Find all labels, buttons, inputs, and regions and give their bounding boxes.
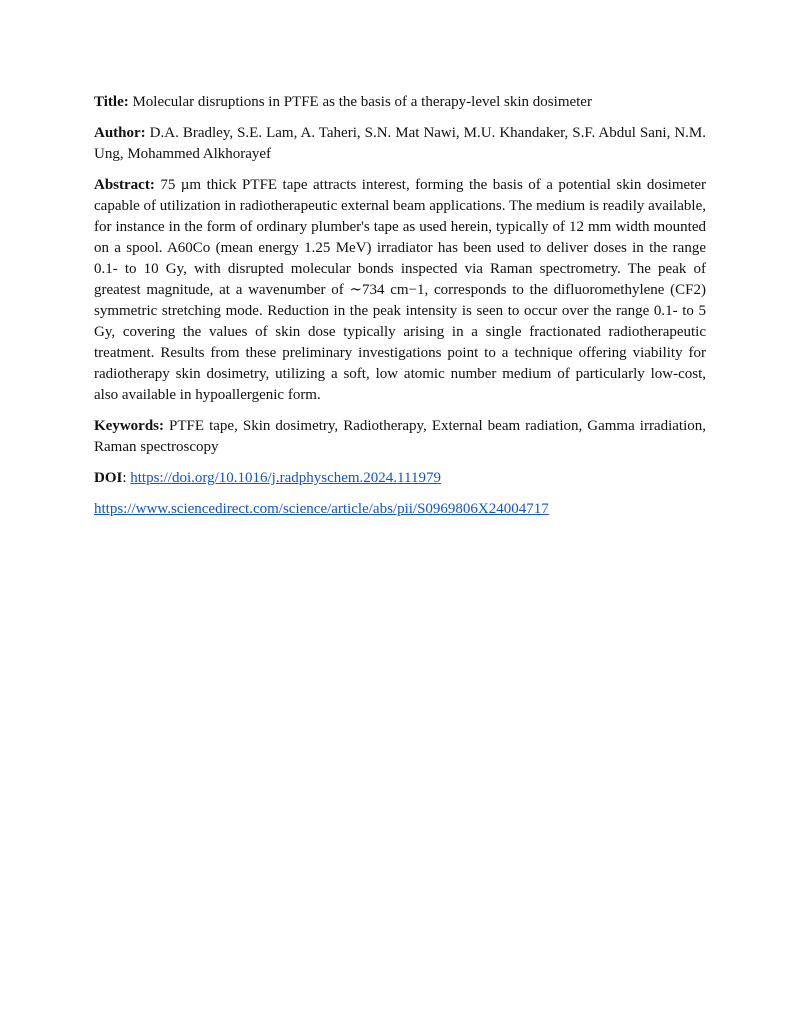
doi-link[interactable]: https://doi.org/10.1016/j.radphyschem.2024.111979: [130, 470, 441, 486]
abstract-text: 75 µm thick PTFE tape attracts interest, forming the basis of a potential skin dosimeter capable of utilization in radiotherapeutic external beam applications. The medium is readily available, for instance in the form of ordinary plumber's tape as used herein, typically of 12 mm width mounted on a spool. A60Co (mean energy 1.25 MeV) irradiator has been used to deliver doses in the range 0.1- to 10 Gy, with disrupted molecular bonds inspected via Raman spectrometry. The peak of greatest magnitude, at a wavenumber of ∼734 cm−1, corresponds to the difluoromethylene (CF2) symmetric stretching mode. Reduction in the peak intensity is seen to occur over the range 0.1- to 5 Gy, covering the values of skin dose typically arising in a single fractionated radiotherapeutic treatment. Results from these preliminary investigations point to a technique offering viability for radiotherapy skin dosimetry, utilizing a soft, low atomic number medium of particularly low-cost, also available in hypoallergenic form.: [94, 177, 706, 403]
doi-paragraph: [94, 468, 706, 489]
abstract-label: Abstract:: [94, 177, 155, 193]
title-text: Molecular disruptions in PTFE as the basis of a therapy-level skin dosimeter: [132, 94, 592, 110]
keywords-paragraph: [94, 416, 706, 458]
keywords-text: PTFE tape, Skin dosimetry, Radiotherapy, External beam radiation, Gamma irradiation, Raman spectroscopy: [94, 418, 707, 455]
abstract-paragraph: [94, 175, 706, 406]
sciencedirect-link[interactable]: https://www.sciencedirect.com/science/article/abs/pii/S0969806X24004717: [94, 501, 549, 517]
title-paragraph: [94, 92, 706, 113]
author-text: D.A. Bradley, S.E. Lam, A. Taheri, S.N. Mat Nawi, M.U. Khandaker, S.F. Abdul Sani, N.M. Ung, Mohammed Alkhorayef: [94, 125, 707, 162]
doi-label: DOI: [94, 470, 123, 486]
author-label: Author:: [94, 125, 146, 141]
doi-separator: :: [122, 470, 131, 486]
keywords-label: Keywords:: [94, 418, 164, 434]
document-page: [94, 92, 706, 530]
sciencedirect-paragraph: [94, 499, 706, 520]
author-paragraph: [94, 123, 706, 165]
title-label: Title:: [94, 94, 129, 110]
